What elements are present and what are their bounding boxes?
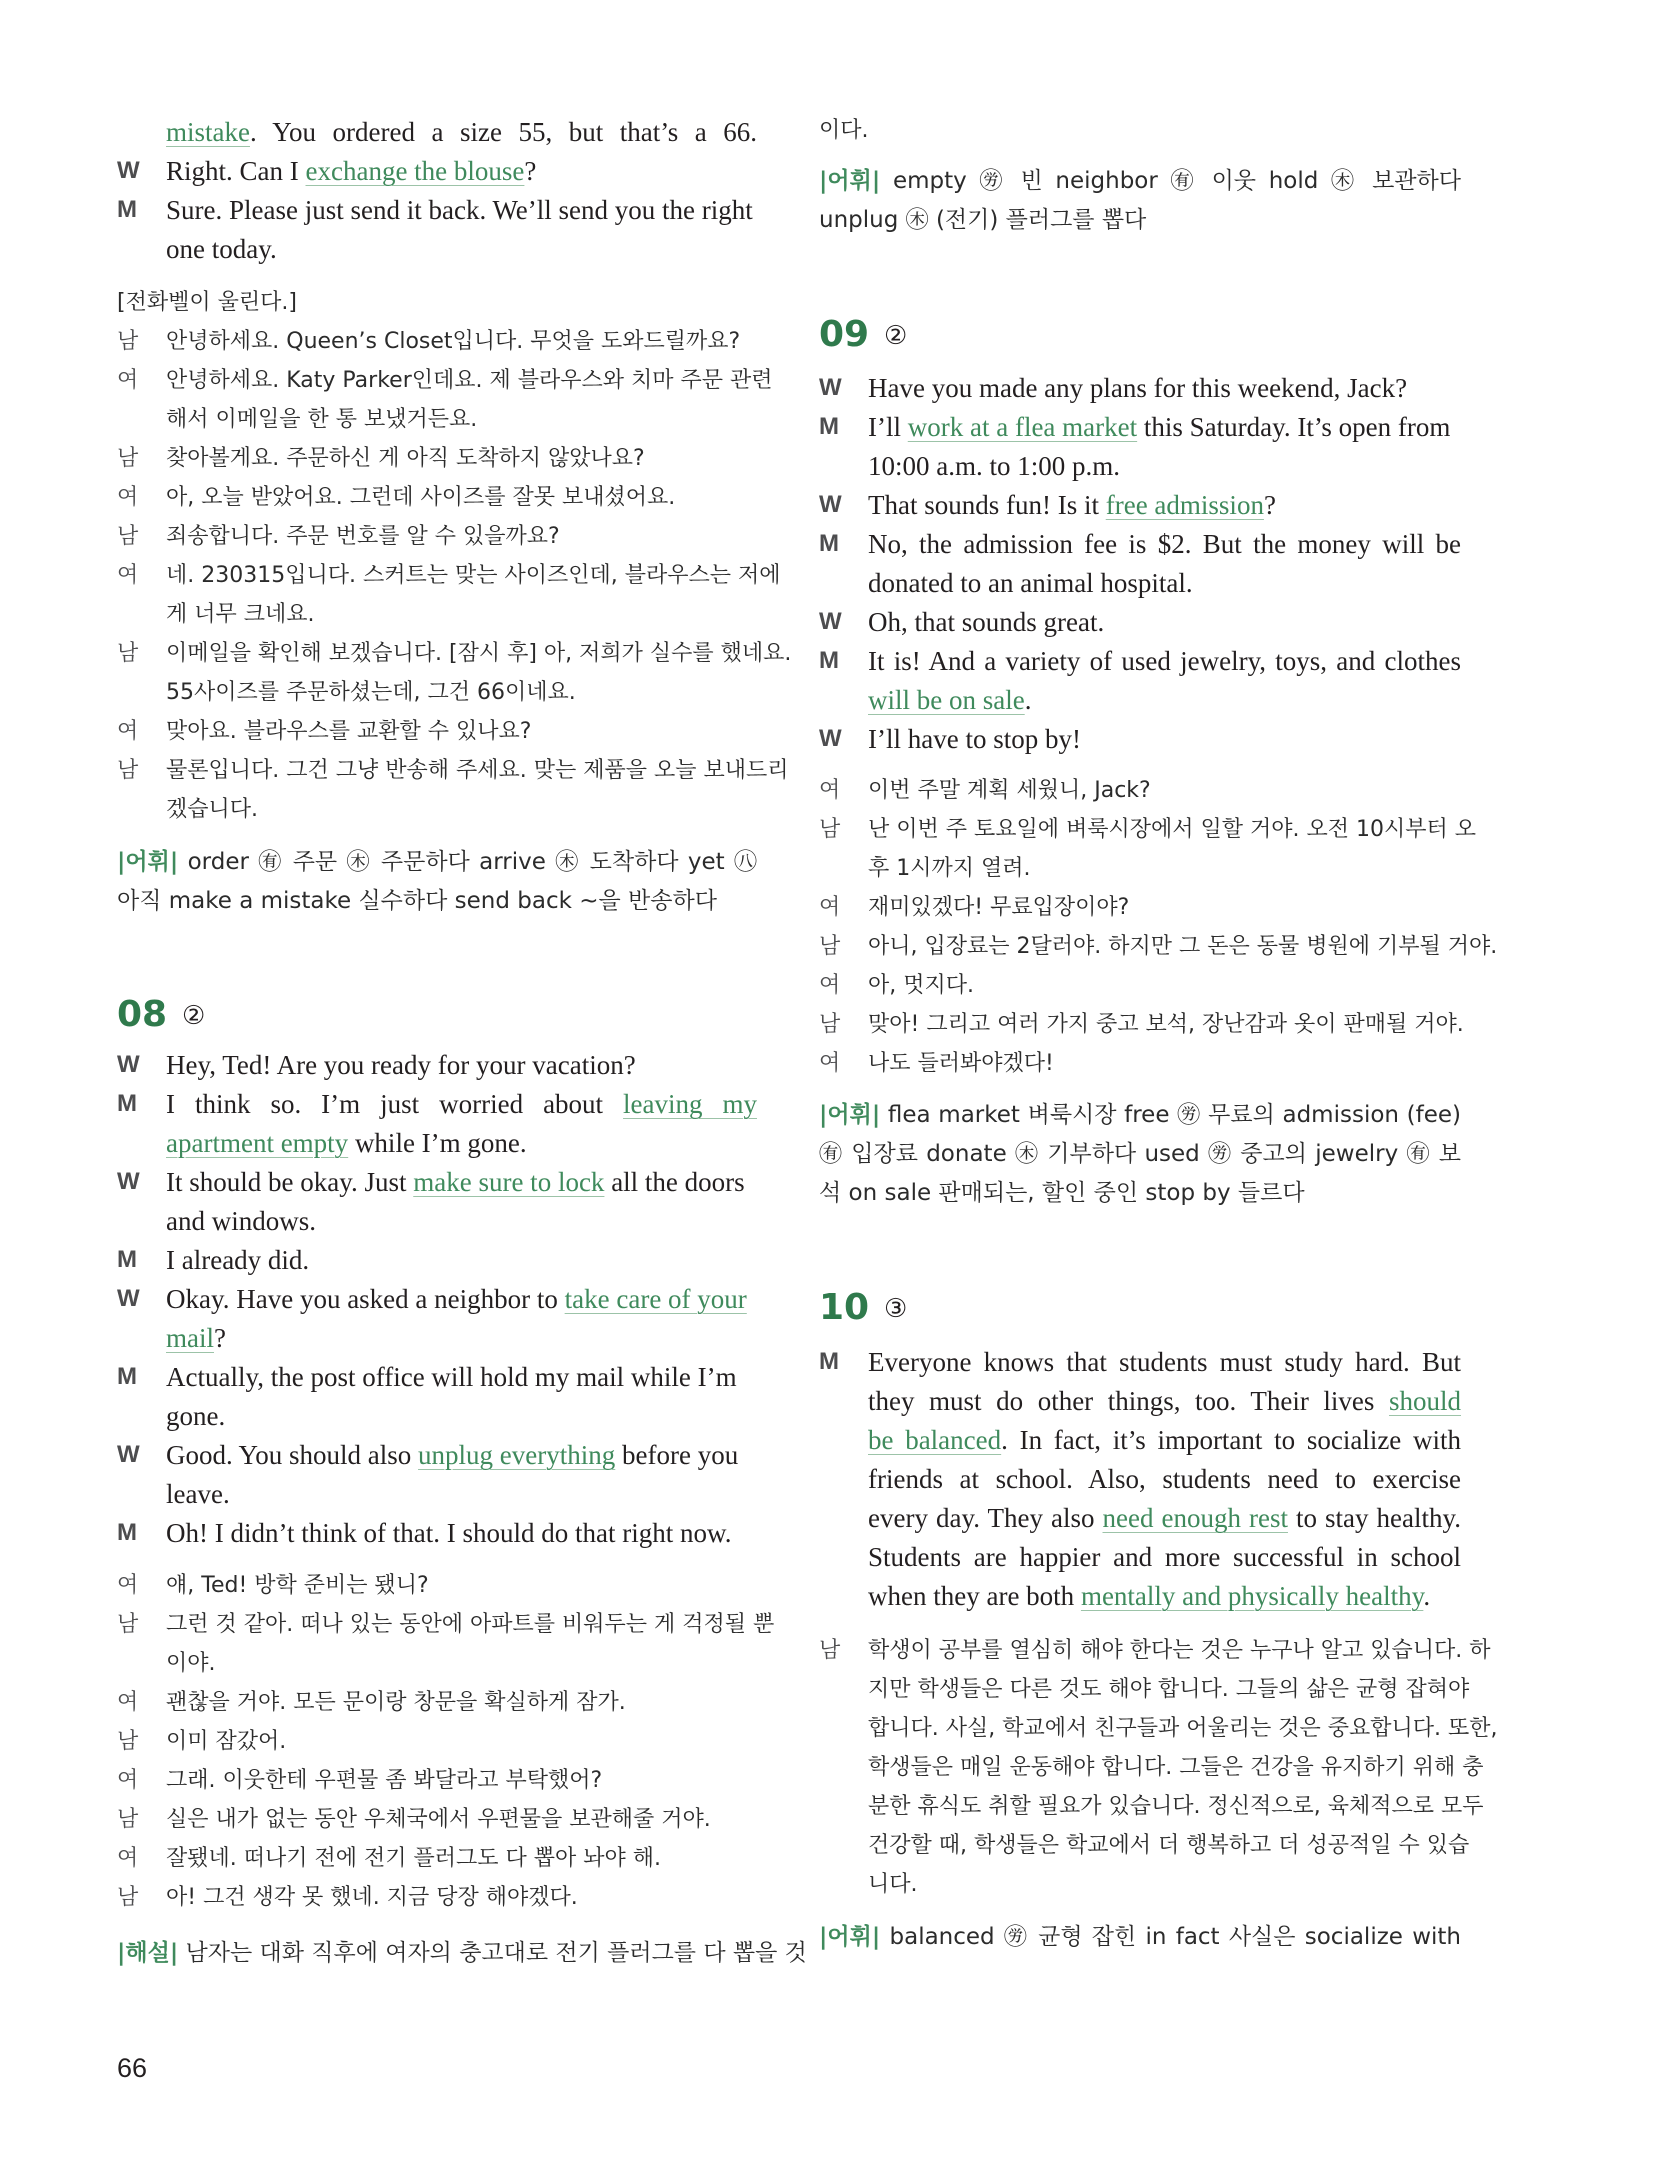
line-text	[166, 151, 757, 191]
speaker-label: 여	[117, 368, 139, 393]
line-text: 55사이즈를 주문하셨는데, 그건 66이네요.	[166, 680, 576, 705]
key-phrase: work at a flea market	[907, 412, 1138, 442]
dialogue-line	[819, 446, 1461, 486]
dialogue-line	[117, 1201, 757, 1241]
speaker-label: 남	[819, 934, 841, 959]
translation-line	[117, 1840, 757, 1878]
dialogue-line	[819, 641, 1461, 681]
dialogue-line	[117, 1084, 757, 1124]
text-run: .	[1423, 1581, 1431, 1611]
translation-line	[117, 557, 781, 595]
line-text: Everyone knows that students must study hard. But	[868, 1347, 1461, 1377]
line-text	[166, 1162, 757, 1202]
dialogue-line	[117, 1513, 757, 1553]
text-run: every day. They also	[868, 1503, 1103, 1533]
translation-line	[117, 713, 757, 751]
text-run: when they are both	[868, 1581, 1081, 1611]
speaker-label: W	[819, 374, 842, 401]
key-phrase: be balanced	[868, 1425, 1002, 1455]
line-text	[166, 1279, 757, 1319]
translation-line	[117, 1684, 757, 1722]
text-run: . You ordered a size 55, but that’s a 66.	[249, 117, 757, 147]
translation-line	[819, 1827, 1470, 1865]
translation-line	[117, 1762, 757, 1800]
line-text: friends at school. Also, students need to exercise	[868, 1464, 1461, 1494]
text-run: ?	[524, 156, 537, 186]
translation-line	[117, 401, 757, 439]
vocab-label: |어휘|	[819, 168, 881, 194]
vocab-line	[819, 1096, 1461, 1134]
line-text: I already did.	[166, 1245, 310, 1275]
line-text: 난 이번 주 토요일에 벼룩시장에서 일할 거야. 오전 10시부터 오	[868, 817, 1476, 842]
vocab-line	[819, 162, 1461, 200]
line-text: 괜찮을 거야. 모든 문이랑 창문을 확실하게 잠가.	[166, 1690, 626, 1715]
vocab-text: order ㊒ 주문 ㊍ 주문하다 arrive ㊍ 도착하다 yet ㊇	[178, 849, 757, 875]
text-run: Good. You should also	[166, 1440, 419, 1470]
vocab-line	[819, 1918, 1461, 1956]
line-text: 학생이 공부를 열심히 해야 한다는 것은 누구나 알고 있습니다. 하	[868, 1638, 1491, 1663]
line-text: Hey, Ted! Are you ready for your vacation?	[166, 1050, 636, 1080]
dialogue-line	[819, 485, 1461, 525]
vocab-text: unplug ㊍ (전기) 플러그를 뽑다	[819, 207, 1147, 233]
explanation-text: 이다.	[819, 118, 869, 143]
dialogue-line	[819, 1381, 1461, 1421]
vocab-label: |어휘|	[819, 1102, 881, 1128]
translation-line	[819, 850, 1461, 888]
vocab-line	[117, 843, 757, 881]
line-text: I’ll have to stop by!	[868, 724, 1081, 754]
vocab-text: 석 on sale 판매되는, 할인 중인 stop by 들르다	[819, 1180, 1305, 1206]
line-text: 실은 내가 없는 동안 우체국에서 우편물을 보관해줄 거야.	[166, 1807, 711, 1832]
speaker-label: 남	[117, 1807, 139, 1832]
vocab-line	[819, 201, 1461, 239]
vocab-text: empty ㊘ 빈 neighbor ㊒ 이웃 hold ㊍ 보관하다	[880, 168, 1461, 194]
line-text: Actually, the post office will hold my mail while I’m	[166, 1362, 737, 1392]
translation-line	[819, 1671, 1470, 1709]
text-run: all the doors	[604, 1167, 745, 1197]
line-text: 찾아볼게요. 주문하신 게 아직 도착하지 않았나요?	[166, 446, 645, 471]
translation-line	[117, 1723, 757, 1761]
speaker-label: 남	[117, 758, 139, 783]
dialogue-line	[819, 407, 1461, 447]
text-run: before you	[615, 1440, 739, 1470]
speaker-label: M	[819, 647, 839, 674]
vocab-label: |어휘|	[117, 849, 179, 875]
line-text: Have you made any plans for this weekend, Jack?	[868, 373, 1408, 403]
line-text: 재미있겠다! 무료입장이야?	[868, 895, 1130, 920]
line-text: gone.	[166, 1401, 226, 1431]
speaker-label: W	[117, 1051, 140, 1078]
line-text: 안녕하세요. Katy Parker인데요. 제 블라우스와 치마 주문 관련	[166, 368, 773, 393]
line-text: 아, 오늘 받았어요. 그런데 사이즈를 잘못 보내셨어요.	[166, 485, 676, 510]
line-text	[166, 1435, 757, 1475]
translation-line	[819, 811, 1476, 849]
explanation-line	[819, 112, 1461, 150]
speaker-label: 남	[819, 1638, 841, 1663]
speaker-label: 여	[117, 1846, 139, 1871]
translation-line	[117, 518, 757, 556]
text-run: this Saturday. It’s open from	[1137, 412, 1451, 442]
text-run: they must do other things, too. Their lives	[868, 1386, 1389, 1416]
speaker-label: 남	[117, 1885, 139, 1910]
speaker-label: W	[117, 1168, 140, 1195]
text-run: .	[1024, 685, 1032, 715]
line-text: 10:00 a.m. to 1:00 p.m.	[868, 451, 1120, 481]
text-run: I think so. I’m just worried about	[166, 1089, 624, 1119]
vocab-text: balanced ㊘ 균형 잡힌 in fact 사실은 socialize with	[880, 1924, 1461, 1950]
vocab-line	[819, 1135, 1461, 1173]
speaker-label: M	[819, 413, 839, 440]
key-phrase: free admission	[1105, 490, 1264, 520]
line-text: and windows.	[166, 1206, 316, 1236]
speaker-label: 여	[117, 485, 139, 510]
speaker-label: 남	[117, 446, 139, 471]
vocab-label: |어휘|	[819, 1924, 881, 1950]
speaker-label: 여	[819, 778, 841, 803]
key-phrase: unplug everything	[418, 1440, 616, 1470]
line-text	[868, 1498, 1461, 1538]
translation-line	[819, 1006, 1464, 1044]
dialogue-line	[117, 1123, 757, 1163]
speaker-label: M	[819, 530, 839, 557]
translation-line	[117, 752, 789, 790]
speaker-label: M	[819, 1348, 839, 1375]
translation-line	[117, 362, 773, 400]
dialogue-line	[819, 1342, 1461, 1382]
dialogue-line	[819, 680, 1461, 720]
dialogue-line	[117, 229, 757, 269]
key-phrase: leaving my	[623, 1089, 757, 1119]
dialogue-line	[117, 190, 757, 230]
key-phrase: exchange the blouse	[305, 156, 525, 186]
dialogue-line	[819, 1576, 1461, 1616]
line-text	[868, 485, 1461, 525]
translation-line	[819, 1749, 1484, 1787]
line-text: donated to an animal hospital.	[868, 568, 1193, 598]
key-phrase: mail	[166, 1323, 214, 1353]
dialogue-line	[117, 1318, 757, 1358]
speaker-label: W	[117, 157, 140, 184]
vocab-text: 아직 make a mistake 실수하다 send back ~을 반송하다	[117, 888, 717, 914]
translation-line	[819, 1632, 1491, 1670]
translation-line	[117, 635, 792, 673]
speaker-label: M	[117, 196, 137, 223]
text-run: It should be okay. Just	[166, 1167, 414, 1197]
text-run: Okay. Have you asked a neighbor to	[166, 1284, 565, 1314]
translation-line	[117, 596, 757, 634]
speaker-label: M	[117, 1246, 137, 1273]
line-text: 이메일을 확인해 보겠습니다. [잠시 후] 아, 저희가 실수를 했네요.	[166, 641, 792, 666]
dialogue-line	[819, 719, 1461, 759]
vocab-line	[819, 1174, 1461, 1212]
line-text: 아니, 입장료는 2달러야. 하지만 그 돈은 동물 병원에 기부될 거야.	[868, 934, 1498, 959]
speaker-label: 남	[819, 817, 841, 842]
line-text: 잘됐네. 떠나기 전에 전기 플러그도 다 뽑아 놔야 해.	[166, 1846, 661, 1871]
key-phrase: make sure to lock	[413, 1167, 605, 1197]
key-phrase: will be on sale	[868, 685, 1025, 715]
text-run: Right. Can I	[166, 156, 306, 186]
vocab-text: ㊒ 입장료 donate ㊍ 기부하다 used ㊘ 중고의 jewelry ㊒ 보	[819, 1141, 1461, 1167]
dialogue-line	[819, 1420, 1461, 1460]
line-text: 그런 것 같아. 떠나 있는 동안에 아파트를 비워두는 게 걱정될 뿐	[166, 1612, 775, 1637]
translation-line	[819, 928, 1498, 966]
translation-line	[819, 1788, 1484, 1826]
translation-line	[117, 791, 757, 829]
line-text: 이번 주말 계획 세웠니, Jack?	[868, 778, 1151, 803]
text-run: while I’m gone.	[348, 1128, 527, 1158]
speaker-label: W	[819, 491, 842, 518]
dialogue-line	[819, 524, 1461, 564]
speaker-label: 여	[117, 563, 139, 588]
line-text: Sure. Please just send it back. We’ll send you the right	[166, 195, 753, 225]
speaker-label: 남	[117, 1729, 139, 1754]
line-text	[868, 1576, 1461, 1616]
line-text: 니다.	[868, 1872, 918, 1897]
translation-line	[819, 1866, 1461, 1904]
line-text: 후 1시까지 열려.	[868, 856, 1031, 881]
explanation-text: 남자는 대화 직후에 여자의 충고대로 전기 플러그를 다 뽑을 것	[178, 1940, 807, 1966]
answer-marker: ②	[884, 321, 908, 351]
line-text	[868, 407, 1461, 447]
speaker-label: 남	[117, 524, 139, 549]
answer-marker: ③	[884, 1294, 908, 1324]
line-text: 아! 그건 생각 못 했네. 지금 당장 해야겠다.	[166, 1885, 578, 1910]
question-number: 08	[117, 994, 168, 1035]
line-text: 분한 휴식도 취할 필요가 있습니다. 정신적으로, 육체적으로 모두	[868, 1794, 1484, 1819]
text-run: . In fact, it’s important to socialize with	[1001, 1425, 1461, 1455]
line-text: No, the admission fee is $2. But the money will be	[868, 529, 1461, 559]
line-text: 게 너무 크네요.	[166, 602, 315, 627]
line-text: 맞아요. 블라우스를 교환할 수 있나요?	[166, 719, 532, 744]
line-text: 맞아! 그리고 여러 가지 중고 보석, 장난감과 옷이 판매될 거야.	[868, 1012, 1464, 1037]
dialogue-line	[117, 1279, 757, 1319]
line-text: 이야.	[166, 1651, 216, 1676]
line-text	[166, 1084, 757, 1124]
speaker-label: 남	[117, 641, 139, 666]
translation-line	[819, 1710, 1498, 1748]
text-run: That sounds fun! Is it	[868, 490, 1106, 520]
translation-line	[117, 674, 757, 712]
speaker-label: 여	[117, 1573, 139, 1598]
translation-line	[117, 1801, 757, 1839]
question-number: 09	[819, 314, 870, 355]
line-text: 지만 학생들은 다른 것도 해야 합니다. 그들의 삶은 균형 잡혀야	[868, 1677, 1470, 1702]
dialogue-line	[117, 112, 757, 152]
line-text: leave.	[166, 1479, 230, 1509]
line-text: 아, 멋지다.	[868, 973, 974, 998]
translation-line	[117, 323, 757, 361]
stage-direction: [전화벨이 울린다.]	[117, 290, 297, 315]
speaker-label: M	[117, 1363, 137, 1390]
speaker-label: 여	[819, 973, 841, 998]
speaker-label: W	[819, 608, 842, 635]
dialogue-line	[819, 602, 1461, 642]
speaker-label: 여	[117, 719, 139, 744]
dialogue-line	[117, 1474, 757, 1514]
speaker-label: W	[819, 725, 842, 752]
vocab-text: flea market 벼룩시장 free ㊘ 무료의 admission (fee)	[880, 1102, 1461, 1128]
text-run: ?	[214, 1323, 226, 1353]
key-phrase: should	[1388, 1386, 1461, 1416]
line-text: 그래. 이웃한테 우편물 좀 봐달라고 부탁했어?	[166, 1768, 603, 1793]
text-run: ?	[1263, 490, 1276, 520]
speaker-label: 남	[819, 1012, 841, 1037]
speaker-label: M	[117, 1519, 137, 1546]
speaker-label: 여	[819, 895, 841, 920]
line-text: 물론입니다. 그건 그냥 반송해 주세요. 맞는 제품을 오늘 보내드리	[166, 758, 789, 783]
translation-line	[819, 967, 1461, 1005]
speaker-label: 여	[819, 1051, 841, 1076]
key-phrase: apartment empty	[166, 1128, 349, 1158]
line-text: 이미 잠갔어.	[166, 1729, 287, 1754]
translation-line	[117, 284, 757, 322]
line-text: 죄송합니다. 주문 번호를 알 수 있을까요?	[166, 524, 560, 549]
translation-line	[117, 1606, 775, 1644]
line-text: 얘, Ted! 방학 준비는 됐니?	[166, 1573, 429, 1598]
dialogue-line	[819, 368, 1461, 408]
speaker-label: 여	[117, 1768, 139, 1793]
dialogue-line	[819, 563, 1461, 603]
line-text: 안녕하세요. Queen’s Closet입니다. 무엇을 도와드릴까요?	[166, 329, 741, 354]
line-text	[166, 1318, 757, 1358]
translation-line	[117, 1879, 757, 1917]
dialogue-line	[117, 1045, 757, 1085]
translation-line	[117, 479, 757, 517]
page-number: 66	[117, 2053, 148, 2083]
dialogue-line	[117, 151, 757, 191]
dialogue-line	[117, 1240, 757, 1280]
line-text: 나도 들러봐야겠다!	[868, 1051, 1054, 1076]
line-text: 건강할 때, 학생들은 학교에서 더 행복하고 더 성공적일 수 있습	[868, 1833, 1470, 1858]
dialogue-line	[117, 1435, 757, 1475]
speaker-label: 남	[117, 1612, 139, 1637]
line-text	[166, 112, 757, 152]
vocab-line	[117, 882, 757, 920]
text-run: to stay healthy.	[1287, 1503, 1462, 1533]
key-phrase: take care of your	[564, 1284, 747, 1314]
explanation-line	[117, 1934, 807, 1972]
translation-line	[819, 889, 1461, 927]
line-text: 네. 230315입니다. 스커트는 맞는 사이즈인데, 블라우스는 저에	[166, 563, 781, 588]
line-text: 해서 이메일을 한 통 보냈거든요.	[166, 407, 478, 432]
line-text: Students are happier and more successful in school	[868, 1542, 1461, 1572]
question-number: 10	[819, 1287, 870, 1328]
speaker-label: M	[117, 1090, 137, 1117]
speaker-label: 남	[117, 329, 139, 354]
dialogue-line	[117, 1162, 757, 1202]
speaker-label: W	[117, 1285, 140, 1312]
speaker-label: W	[117, 1441, 140, 1468]
translation-line	[819, 772, 1461, 810]
line-text	[166, 1123, 757, 1163]
translation-line	[819, 1045, 1461, 1083]
text-run: I’ll	[868, 412, 908, 442]
dialogue-line	[819, 1459, 1461, 1499]
line-text	[868, 1381, 1461, 1421]
line-text: Oh, that sounds great.	[868, 607, 1105, 637]
line-text	[868, 1420, 1461, 1460]
dialogue-line	[819, 1537, 1461, 1577]
dialogue-line	[819, 1498, 1461, 1538]
key-phrase: mentally and physically healthy	[1080, 1581, 1424, 1611]
speaker-label: 여	[117, 1690, 139, 1715]
answer-marker: ②	[182, 1001, 206, 1031]
line-text: It is! And a variety of used jewelry, toys, and clothes	[868, 646, 1461, 676]
line-text: 합니다. 사실, 학교에서 친구들과 어울리는 것은 중요합니다. 또한,	[868, 1716, 1498, 1741]
explanation-label: |해설|	[117, 1940, 179, 1966]
line-text: Oh! I didn’t think of that. I should do that right now.	[166, 1518, 732, 1548]
line-text: 학생들은 매일 운동해야 합니다. 그들은 건강을 유지하기 위해 충	[868, 1755, 1484, 1780]
translation-line	[117, 440, 757, 478]
key-phrase: mistake	[166, 117, 250, 147]
key-phrase: need enough rest	[1102, 1503, 1288, 1533]
translation-line	[117, 1645, 757, 1683]
line-text: one today.	[166, 234, 277, 264]
translation-line	[117, 1567, 757, 1605]
line-text	[868, 680, 1461, 720]
dialogue-line	[117, 1396, 757, 1436]
dialogue-line	[117, 1357, 757, 1397]
line-text: 겠습니다.	[166, 797, 259, 822]
